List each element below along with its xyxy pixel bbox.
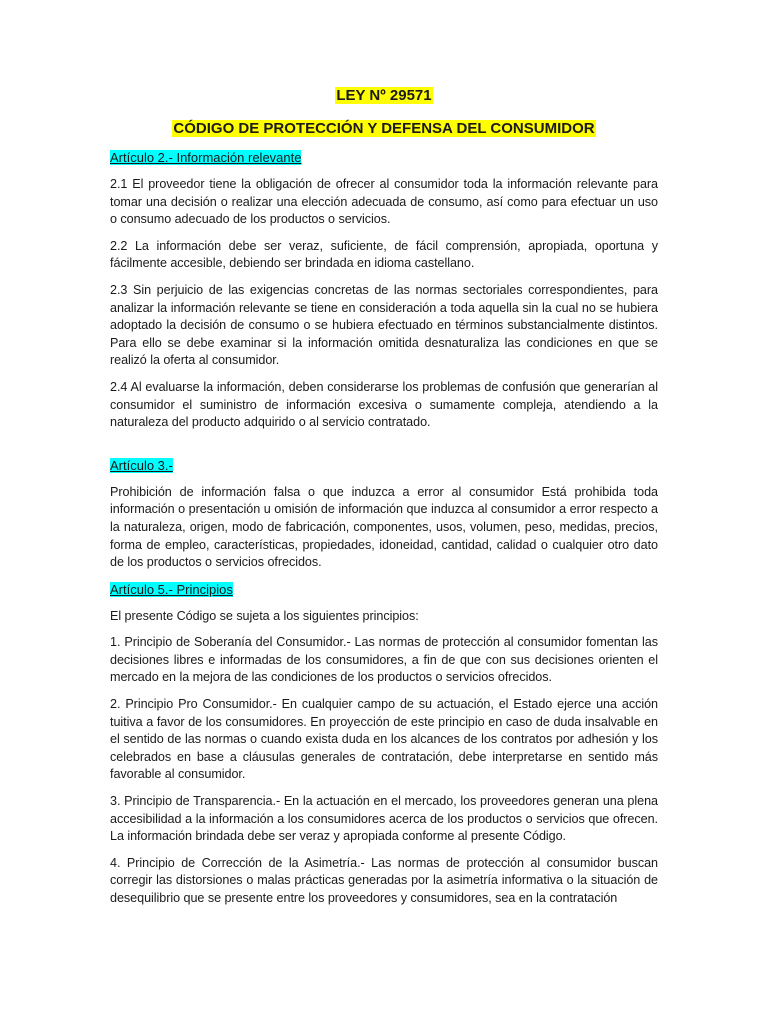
paragraph-2-3: 2.3 Sin perjuicio de las exigencias concretas de las normas sectoriales correspondientes, para analizar la información relevante se tiene en consideración a toda aquella sin la cual no se hubiera adoptado la decisión de consumo o se hubiera efectuado en términos substancialmente distintos. Para ello se debe examinar si la información omitida desnaturaliza las condiciones en que se realizó la oferta al consumidor. xyxy=(110,282,658,368)
paragraph-2-4: 2.4 Al evaluarse la información, deben considerarse los problemas de confusión que generarían al consumidor el suministro de información excesiva o sumamente compleja, atendiendo a la naturaleza del producto adquirido o al servicio contratado. xyxy=(110,379,658,430)
article-3-section xyxy=(110,457,658,572)
article-2-section xyxy=(110,149,658,432)
paragraph-2-1: 2.1 El proveedor tiene la obligación de ofrecer al consumidor toda la información relevante para tomar una decisión o realizar una elección adecuada de consumo, así como para efectuar un uso o consumo adecuado de los productos o servicios. xyxy=(110,177,658,227)
article-3-heading: Artículo 3.- xyxy=(110,457,173,473)
paragraph-2-2: 2.2 La información debe ser veraz, suficiente, de fácil comprensión, apropiada, oportuna y fácilmente accesible, debiendo ser brindada en idioma castellano. xyxy=(110,238,658,271)
law-number-title: LEY Nº 29571 xyxy=(336,87,432,104)
law-code-subtitle: CÓDIGO DE PROTECCIÓN Y DEFENSA DEL CONSUMIDOR xyxy=(173,120,595,137)
section-spacer xyxy=(110,441,658,457)
article-2-heading: Artículo 2.- Información relevante xyxy=(110,150,302,165)
paragraph-3: Prohibición de información falsa o que induzca a error al consumidor Está prohibida toda información o presentación u omisión de información que induzca al consumidor a error respecto a la naturaleza, origen, modo de fabricación, componentes, usos, volumen, peso, medidas, precios, forma de empleo, características, propiedades, idoneidad, cantidad, calidad o cualquier otro dato de los productos o servicios ofrecidos. xyxy=(110,484,658,570)
article-5-section xyxy=(110,581,658,908)
paragraph-5-3: 3. Principio de Transparencia.- En la actuación en el mercado, los proveedores generan una plena accesibilidad a la información a los consumidores acerca de los productos o servicios que ofrecen. La información brindada debe ser veraz y apropiada conforme al presente Código. xyxy=(110,794,658,844)
paragraph-5-intro: El presente Código se sujeta a los siguientes principios: xyxy=(110,608,419,623)
article-5-heading: Artículo 5.- Principios xyxy=(110,581,233,597)
paragraph-5-2: 2. Principio Pro Consumidor.- En cualquier campo de su actuación, el Estado ejerce una acción tuitiva a favor de los consumidores. En proyección de este principio en caso de duda insalvable en el sentido de las normas o cuando exista duda en los alcances de los contratos por adhesión y los celebrados en base a cláusulas generales de contratación, debe interpretarse en sentido más favorable al consumidor. xyxy=(110,697,658,782)
paragraph-5-1: 1. Principio de Soberanía del Consumidor.- Las normas de protección al consumidor fomentan las decisiones libres e informadas de los consumidores, a fin de que con sus decisiones orienten el mercado en la mejora de las condiciones de los productos o servicios ofrecidos. xyxy=(110,635,658,685)
document-page xyxy=(110,86,658,917)
paragraph-5-4: 4. Principio de Corrección de la Asimetría.- Las normas de protección al consumidor buscan corregir las distorsiones o malas prácticas generadas por la asimetría informativa o la situación de desequilibrio que se presente entre los proveedores y consumidores, sea en la contratación xyxy=(110,855,658,905)
